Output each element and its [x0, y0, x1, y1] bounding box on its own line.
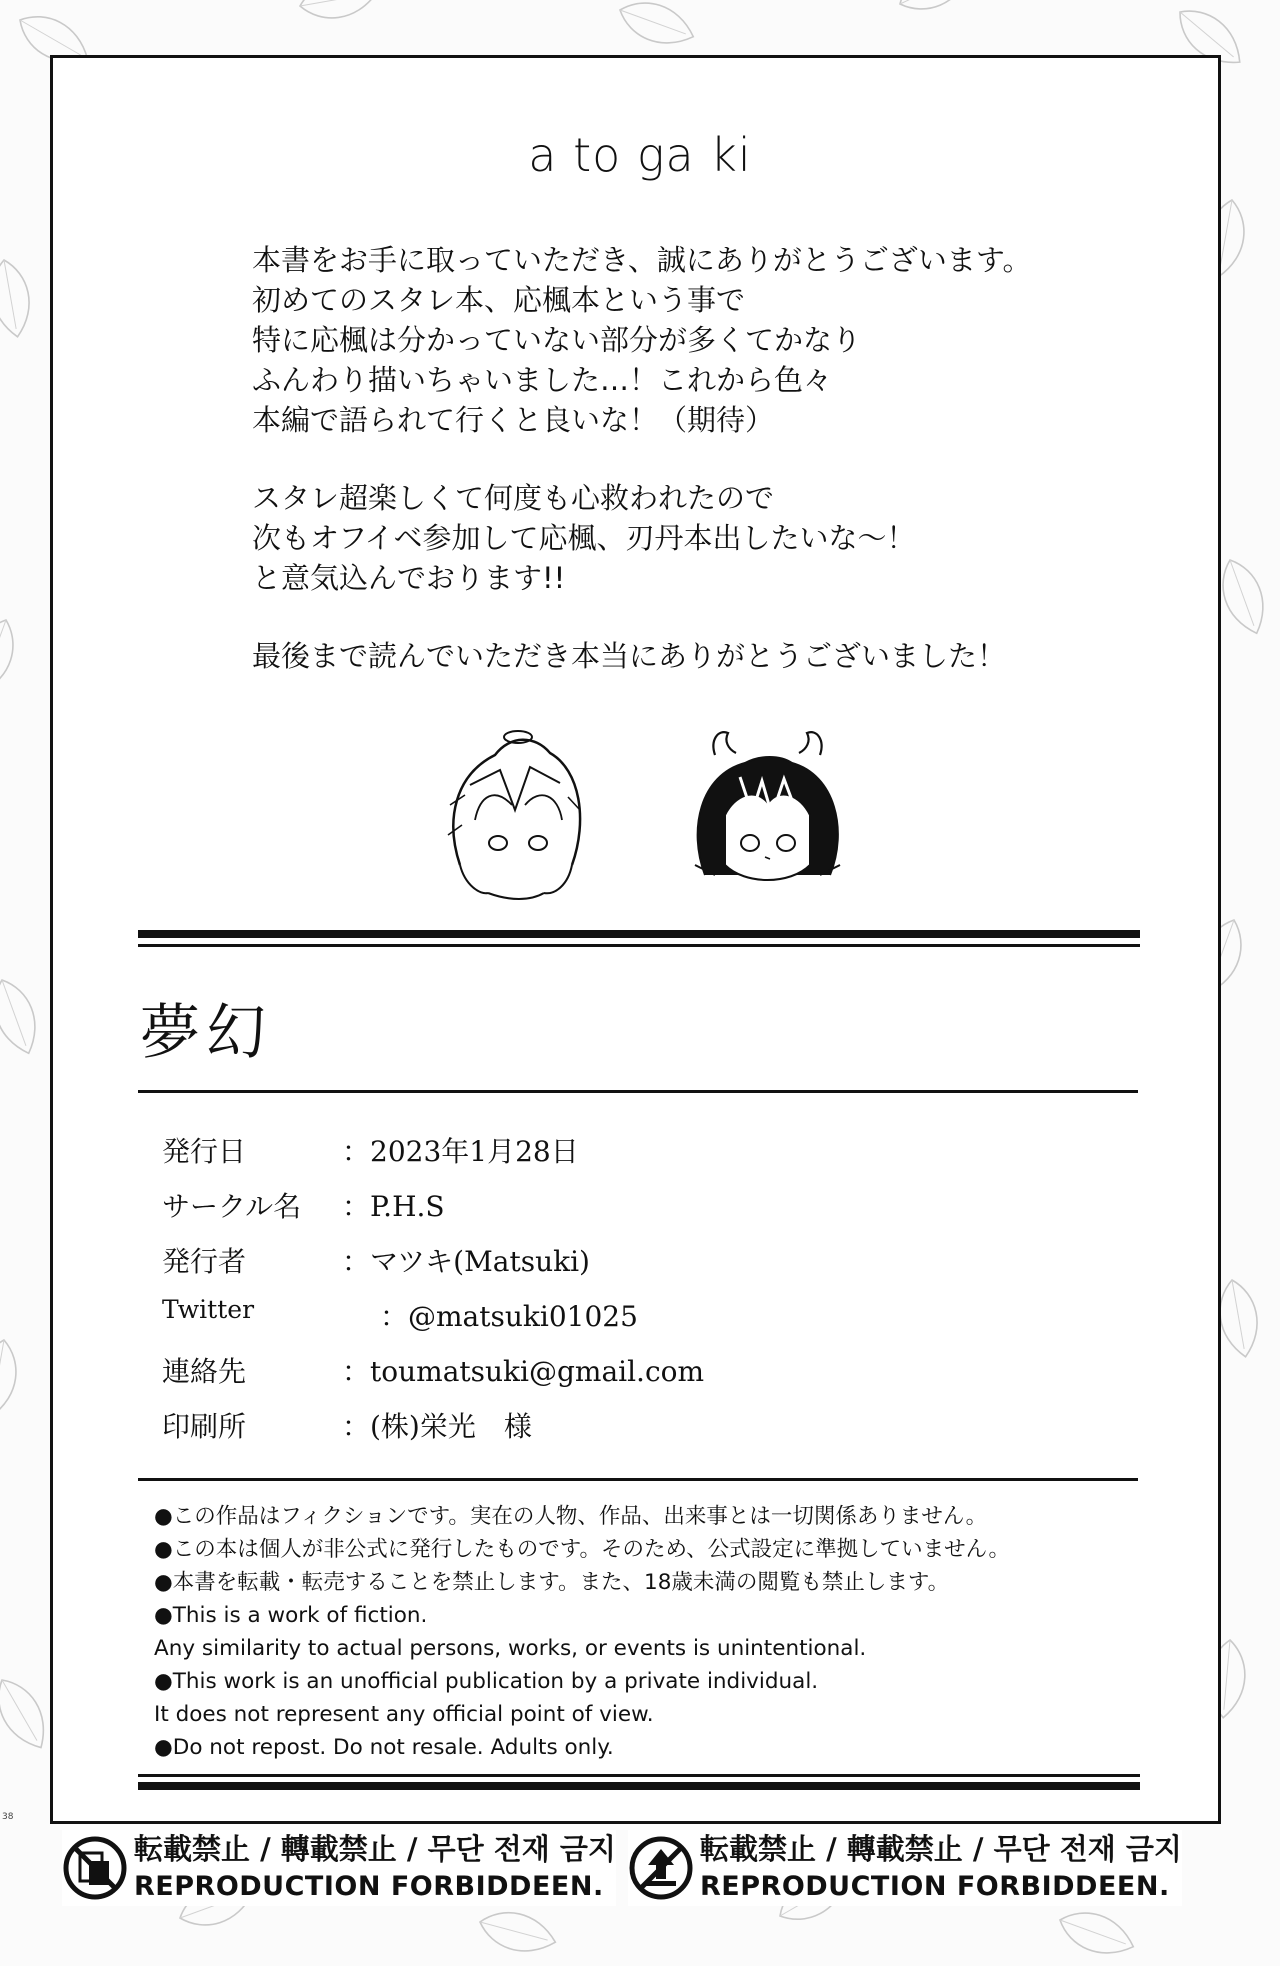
- notice-line: ●This is a work of fiction.: [154, 1603, 428, 1628]
- afterword-line: 最後まで読んでいただき本当にありがとうございました！: [252, 639, 1007, 673]
- watermark-text-en: REPRODUCTION FORBIDDEEN.: [134, 1871, 604, 1902]
- notice-line: ●This work is an unofficial publication by a private individual.: [154, 1669, 819, 1694]
- chibi-character-left-illustration: [440, 725, 590, 900]
- watermark-text-en: REPRODUCTION FORBIDDEEN.: [700, 1871, 1170, 1902]
- book-title: 夢幻: [140, 998, 272, 1068]
- afterword-text: [252, 240, 1172, 676]
- colophon-label: Twitter: [162, 1295, 255, 1324]
- colophon-value: ：toumatsuki@gmail.com: [342, 1355, 705, 1388]
- colophon-value: ：@matsuki01025: [380, 1300, 638, 1333]
- notice-line: ●本書を転載・転売することを禁止します。また、18歳未満の閲覧も禁止します。: [154, 1570, 950, 1595]
- afterword-line: ふんわり描いちゃいました…！これから色々: [252, 363, 833, 397]
- colophon-value: ：P.H.S: [342, 1190, 445, 1223]
- notice-line: ●この本は個人が非公式に発行したものです。そのため、公式設定に準拠していません。: [154, 1537, 1010, 1562]
- watermark-text-jp: 転載禁止 / 轉載禁止 / 무단 전재 금지: [134, 1832, 616, 1866]
- colophon-value: ：2023年1月28日: [342, 1135, 579, 1168]
- afterword-title: a to ga ki: [528, 128, 752, 182]
- afterword-line: 本書をお手に取っていただき、誠にありがとうございます。: [252, 243, 1032, 277]
- afterword-line: 特に応楓は分かっていない部分が多くてかなり: [252, 323, 862, 357]
- double-rule-bottom-thin: [138, 1774, 1140, 1777]
- afterword-line: 初めてのスタレ本、応楓本という事で: [252, 283, 746, 317]
- colophon-value: ：(株)栄光 様: [342, 1410, 532, 1443]
- afterword-line: 次もオフイベ参加して応楓、刃丹本出したいな～！: [252, 521, 916, 555]
- chibi-character-right-illustration: [680, 725, 855, 900]
- notice-line: It does not represent any official point of view.: [154, 1702, 654, 1727]
- double-rule-bottom: [138, 1782, 1140, 1790]
- afterword-line: と意気込んでおります!!: [252, 561, 566, 595]
- no-upload-icon: [628, 1835, 694, 1901]
- afterword-line: スタレ超楽しくて何度も心救われたので: [252, 481, 775, 515]
- page-number: 38: [2, 1812, 14, 1822]
- title-underline: [138, 1090, 1138, 1093]
- reproduction-forbidden-banner-right: [628, 1830, 1182, 1906]
- colophon-label: 印刷所: [162, 1410, 247, 1443]
- colophon-label: 発行者: [162, 1245, 247, 1278]
- double-rule-top-thin: [138, 944, 1140, 947]
- reproduction-forbidden-banner-left: [62, 1830, 616, 1906]
- notice-line: ●この作品はフィクションです。実在の人物、作品、出来事とは一切関係ありません。: [154, 1504, 988, 1529]
- notice-line: Any similarity to actual persons, works, or events is unintentional.: [154, 1636, 867, 1661]
- notice-line: ●Do not repost. Do not resale. Adults only.: [154, 1735, 614, 1760]
- notices: [154, 1500, 1010, 1764]
- colophon-label: 連絡先: [162, 1355, 247, 1388]
- watermark-text-jp: 転載禁止 / 轉載禁止 / 무단 전재 금지: [700, 1832, 1182, 1866]
- colophon-divider: [138, 1478, 1138, 1481]
- afterword-line: 本編で語られて行くと良いな！（期待）: [252, 403, 775, 437]
- colophon-value: ：マツキ(Matsuki): [342, 1245, 590, 1278]
- no-copy-icon: [62, 1835, 128, 1901]
- double-rule-top: [138, 930, 1140, 938]
- colophon-label: 発行日: [162, 1135, 247, 1168]
- colophon-label: サークル名: [162, 1190, 302, 1223]
